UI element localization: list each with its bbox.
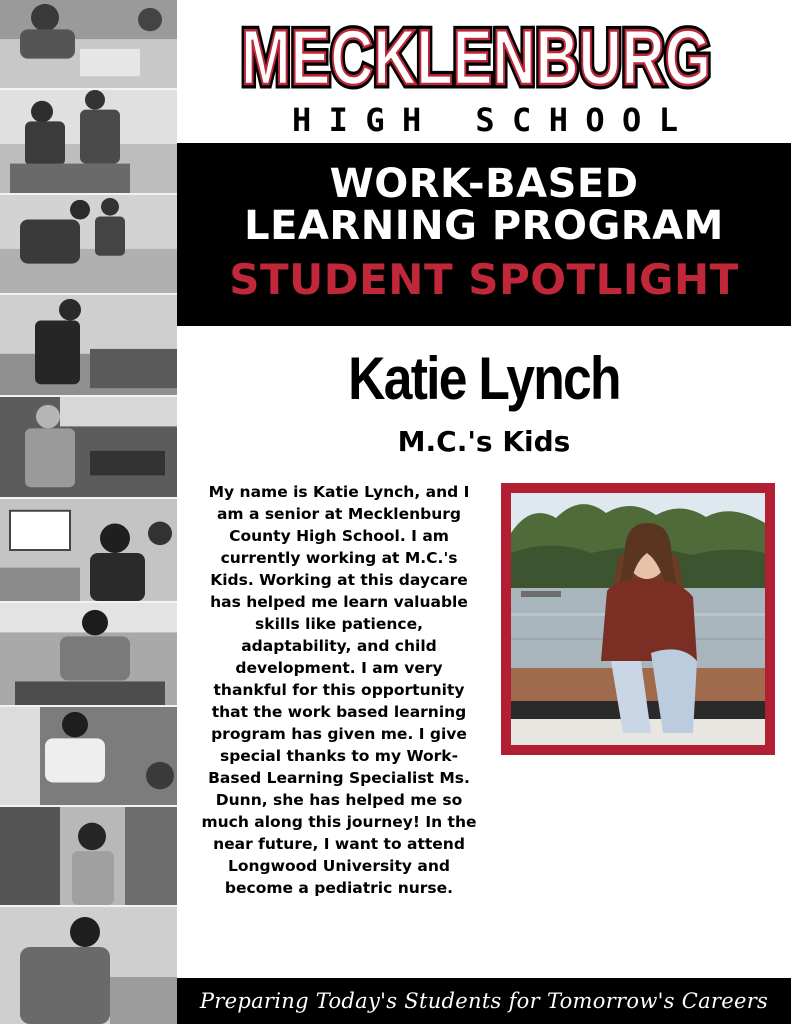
strip-photo-8 (0, 707, 177, 807)
school-logo (177, 0, 791, 143)
strip-photo-7 (0, 603, 177, 707)
logo-word-inner: MECKLENBURG (241, 13, 711, 98)
strip-photo-2 (0, 90, 177, 195)
program-title-line-2: LEARNING PROGRAM (244, 203, 724, 249)
logo-sub-text: HIGH SCHOOL (292, 102, 678, 136)
strip-photo-6 (0, 499, 177, 603)
strip-photo-5 (0, 397, 177, 499)
footer-banner (177, 978, 791, 1024)
strip-photo-3 (0, 195, 177, 295)
program-title-line-1: WORK-BASED (329, 161, 639, 207)
student-bio: My name is Katie Lynch, and I am a senior at Mecklenburg County High School. I am currently working at M.C.'s Kids. Working at this daycare has helped me learn valuable skills like patience, adaptability, and child development. I am very thankful for this opportunity that the work based learning program has given me. I give special thanks to my Work-Based Learning Specialist Ms. Dunn, she has helped me so much along this journey! In the near future, I want to attend Longwood University and become a pediatric nurse. (201, 483, 477, 897)
spotlight-heading: STUDENT SPOTLIGHT (229, 255, 739, 304)
logo-word-text: MECKLENBURG (241, 13, 711, 98)
photo-strip (0, 0, 177, 1024)
logo-wordmark (235, 12, 717, 98)
employer-name: M.C.'s Kids (397, 425, 571, 458)
strip-photo-10 (0, 907, 177, 1024)
strip-photo-9 (0, 807, 177, 907)
title-banner (177, 143, 791, 326)
strip-photo-4 (0, 295, 177, 397)
logo-subtitle (289, 102, 681, 136)
tagline: Preparing Today's Students for Tomorrow's Careers (199, 989, 769, 1013)
strip-photo-1 (0, 0, 177, 90)
student-photo-frame (501, 483, 775, 755)
student-photo (511, 493, 765, 745)
student-name: Katie Lynch (348, 345, 620, 412)
